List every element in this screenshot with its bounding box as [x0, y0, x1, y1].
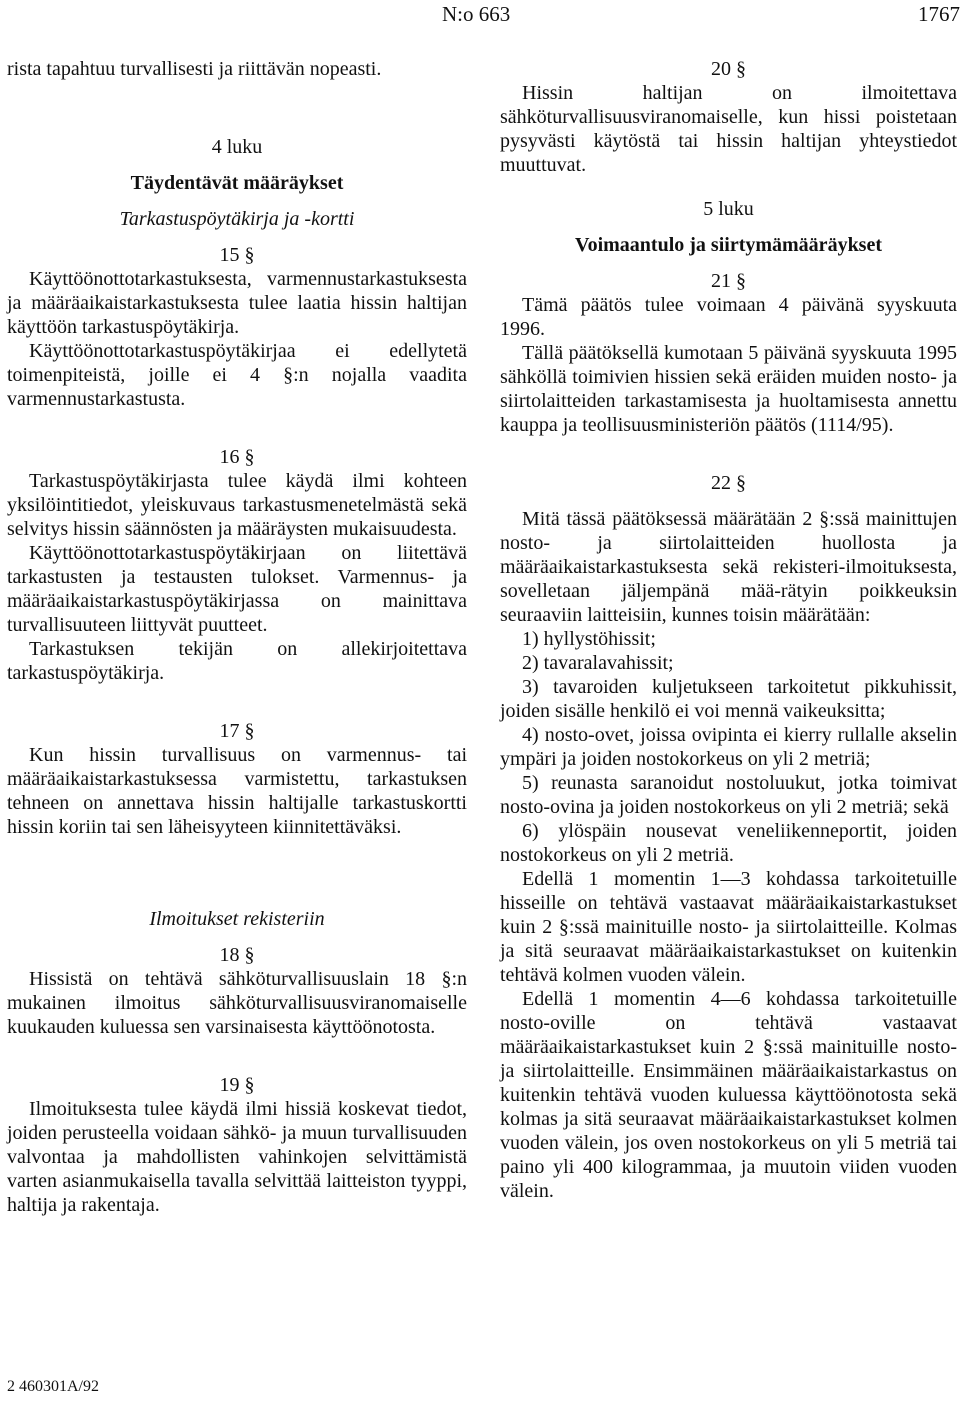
section-paragraph: Ilmoituksesta tulee käydä ilmi hissiä koskevat tiedot, joiden perusteella voidaan sähkö- ja muun turvallisuuden valvontaa ja mahdollisten vahinkojen selvittämistä varten asianmukaisella tavalla selvittää laitteiston tyyppi, haltija ja rakentaja.	[7, 1098, 467, 1216]
section-number: 21 §	[711, 270, 746, 292]
right-column	[500, 57, 957, 1203]
section-paragraph: Käyttöönottotarkastuspöytäkirjaa ei edellytetä toimenpiteistä, joille ei 4 §:n nojalla vaadita varmennustarkastusta.	[7, 340, 467, 410]
issue-number: N:o 663	[442, 2, 511, 26]
list-item: 4) nosto-ovet, joissa ovipinta ei kierry rullalle akselin ympäri ja joiden nostokorkeus on yli 2 metriä;	[500, 724, 957, 770]
section-paragraph: Käyttöönottotarkastuksesta, varmennustarkastuksesta ja määräaikaistarkastuksesta tulee laatia hissin haltijan käyttöön tarkastuspöytäkirja.	[7, 268, 467, 338]
page-number: 1767	[918, 2, 960, 26]
list-item: 3) tavaroiden kuljetukseen tarkoitetut pikkuhissit, joiden sisälle henkilö ei voi mennä vaikeuksitta;	[500, 676, 957, 722]
subsection-title: Tarkastuspöytäkirja ja -kortti	[119, 208, 355, 230]
section-paragraph: Edellä 1 momentin 1—3 kohdassa tarkoitetuille hisseille on tehtävä vastaavat määräaikaistarkastukset kuin 2 §:ssä mainituille nosto- ja siirtolaitteille. Kolmas ja sitä seuraavat määräaikaistarkastukset on kuitenkin tehtävä kolmen vuoden välein.	[500, 868, 957, 986]
section-paragraph: Hissistä on tehtävä sähköturvallisuuslain 18 §:n mukainen ilmoitus sähköturvallisuusviranomaiselle kuukauden kuluessa sen varsinaisesta käyttöönotosta.	[7, 968, 467, 1038]
footer-code: 2 460301A/92	[7, 1378, 99, 1395]
chapter-title: Täydentävät määräykset	[130, 172, 344, 194]
section-paragraph: Tämä päätös tulee voimaan 4 päivänä syyskuuta 1996.	[500, 294, 957, 340]
chapter-number: 4 luku	[211, 136, 263, 158]
section-paragraph: Hissin haltijan on ilmoitettava sähköturvallisuusviranomaiselle, kun hissi poistetaan pysyvästi käytöstä tai hissin haltijan yhteystiedot muuttuvat.	[500, 82, 957, 176]
section-number: 22 §	[711, 472, 746, 494]
list-item: 2) tavaralavahissit;	[522, 652, 674, 674]
left-column	[7, 57, 467, 1217]
section-paragraph: Tällä päätöksellä kumotaan 5 päivänä syyskuuta 1995 sähköllä toimivien hissien sekä eräiden muiden nosto- ja siirtolaitteiden tarkastamisesta ja huoltamisesta annettu kauppa ja teollisuusministeriön päätös (1114/95).	[500, 342, 957, 436]
continuation-paragraph: rista tapahtuu turvallisesti ja riittävän nopeasti.	[7, 58, 382, 80]
section-paragraph: Tarkastuksen tekijän on allekirjoitettava tarkastuspöytäkirja.	[7, 638, 467, 684]
section-paragraph: Käyttöönottotarkastuspöytäkirjaan on liitettävä tarkastusten ja testausten tulokset. Varmennus- ja määräaikaistarkastuspöytäkirjassa on mainittava turvallisuuteen liittyvät puutteet.	[7, 542, 467, 636]
section-paragraph: Mitä tässä päätöksessä määrätään 2 §:ssä mainittujen nosto- ja siirtolaitteiden huollosta ja määräaikaistarkastuksesta sekä rekisteri-ilmoituksesta, sovelletaan jäljempänä mää-rätyin poikkeuksin seuraaviin laitteisiin, kunnes toisin määrätään:	[500, 508, 957, 626]
section-number: 20 §	[711, 58, 746, 80]
subsection-title: Ilmoitukset rekisteriin	[149, 908, 325, 930]
section-number: 16 §	[219, 446, 255, 468]
section-paragraph: Kun hissin turvallisuus on varmennus- tai määräaikaistarkastuksessa varmistettu, tarkastuksen tehneen on annettava hissin haltijalle tarkastuskortti hissin koriin tai sen läheisyyteen kiinnitettäväksi.	[7, 744, 467, 838]
section-number: 18 §	[219, 944, 255, 966]
section-paragraph: Edellä 1 momentin 4—6 kohdassa tarkoitetuille nosto-oville on tehtävä vastaavat määräaikaistarkastukset kuin 2 §:ssä mainituille nosto- ja siirtolaitteille. Ensimmäinen määräaikaistarkastus on kuitenkin tehtävä vuoden kuluessa käyttöönotosta sekä kolmas ja sitä seuraavat määräaikaistarkastukset kolmen vuoden välein, jos oven nostokorkeus on yli 5 metriä tai paino yli 400 kilogrammaa, ja muutoin viiden vuoden välein.	[500, 988, 957, 1202]
section-paragraph: Tarkastuspöytäkirjasta tulee käydä ilmi kohteen yksilöintitiedot, yleiskuvaus tarkastusmenetelmästä sekä selvitys hissin säännösten ja määräysten mukaisuudesta.	[7, 470, 467, 540]
section-number: 15 §	[219, 244, 255, 266]
chapter-number: 5 luku	[703, 198, 754, 220]
section-number: 19 §	[219, 1074, 255, 1096]
list-item: 5) reunasta saranoidut nostoluukut, jotka toimivat nosto-ovina ja joiden nostokorkeus on yli 2 metriä; sekä	[500, 772, 957, 818]
list-item: 1) hyllystöhissit;	[522, 628, 656, 650]
list-item: 6) ylöspäin nousevat veneliikenneportit, joiden nostokorkeus on yli 2 metriä.	[500, 820, 957, 866]
chapter-title: Voimaantulo ja siirtymämääräykset	[574, 234, 883, 256]
section-number: 17 §	[219, 720, 255, 742]
